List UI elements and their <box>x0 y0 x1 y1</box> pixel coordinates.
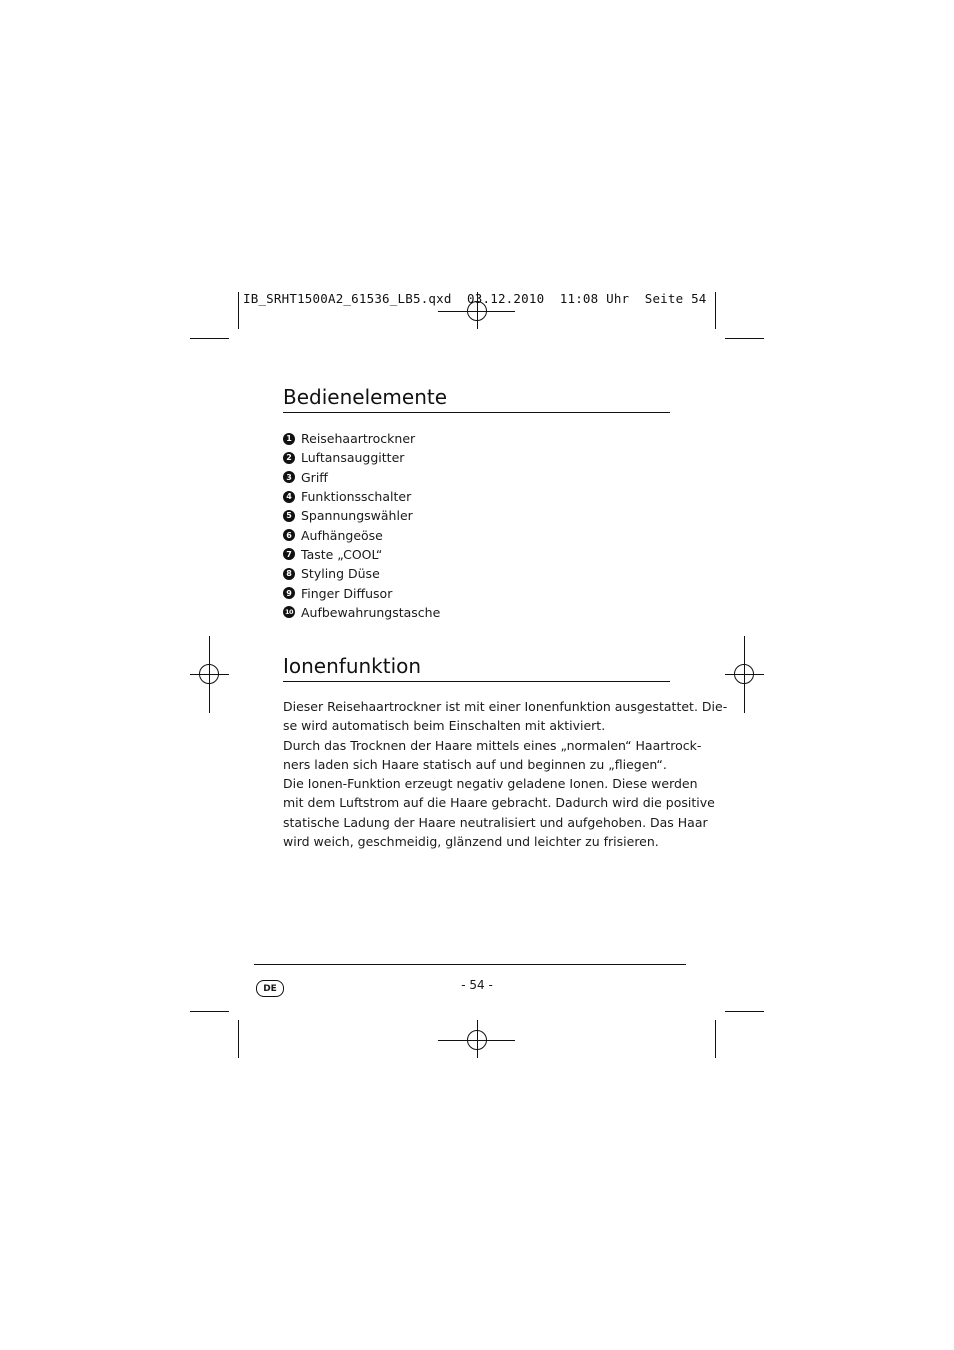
list-item-label: Styling Düse <box>301 566 380 582</box>
page-number: - 54 - <box>461 978 493 992</box>
text-line: se wird automatisch beim Einschalten mit aktiviert. <box>283 718 606 734</box>
list-item <box>283 583 440 602</box>
list-item <box>283 506 440 525</box>
crop-mark <box>715 1020 716 1058</box>
text-line: Die Ionen-Funktion erzeugt negativ geladene Ionen. Diese werden <box>283 776 698 792</box>
text-line: Durch das Trocknen der Haare mittels eines „normalen“ Haartrock- <box>283 737 702 753</box>
parts-list <box>283 429 440 622</box>
number-badge: 6 <box>283 529 295 541</box>
number-badge: 2 <box>283 452 295 464</box>
list-item <box>283 525 440 544</box>
list-item-label: Aufhängeöse <box>301 527 383 543</box>
list-item-label: Aufbewahrungstasche <box>301 604 441 620</box>
crop-mark <box>190 1011 229 1012</box>
print-slug: IB_SRHT1500A2_61536_LB5.qxd 03.12.2010 11:08 Uhr Seite 54 <box>243 291 707 306</box>
list-item <box>283 545 440 564</box>
registration-mark <box>199 664 219 684</box>
text-line: wird weich, geschmeidig, glänzend und leichter zu frisieren. <box>283 834 659 850</box>
list-item <box>283 603 440 622</box>
language-badge: DE <box>256 980 284 997</box>
text-line: ners laden sich Haare statisch auf und beginnen zu „fliegen“. <box>283 756 667 772</box>
crop-mark <box>238 1020 239 1058</box>
list-item <box>283 448 440 467</box>
number-badge: 7 <box>283 548 295 560</box>
crop-mark <box>725 338 764 339</box>
list-item <box>283 429 440 448</box>
list-item <box>283 564 440 583</box>
number-badge: 5 <box>283 510 295 522</box>
list-item-label: Finger Diffusor <box>301 585 393 601</box>
body-paragraph <box>283 697 728 851</box>
list-item-label: Taste „COOL“ <box>301 546 383 562</box>
number-badge: 3 <box>283 471 295 483</box>
list-item <box>283 468 440 487</box>
registration-mark <box>467 1030 487 1050</box>
list-item-label: Reisehaartrockner <box>301 431 416 447</box>
title-rule <box>283 681 670 682</box>
number-badge: 1 <box>283 433 295 445</box>
crop-mark <box>715 292 716 329</box>
number-badge: 10 <box>284 608 294 617</box>
number-badge: 9 <box>283 587 295 599</box>
list-item-label: Griff <box>301 469 328 485</box>
list-item-label: Spannungswähler <box>301 508 413 524</box>
text-line: mit dem Luftstrom auf die Haare gebracht. Dadurch wird die positive <box>283 795 715 811</box>
list-item <box>283 487 440 506</box>
registration-mark <box>734 664 754 684</box>
section-title-ionenfunktion: Ionenfunktion <box>283 654 422 678</box>
number-badge: 8 <box>283 568 295 580</box>
text-line: statische Ladung der Haare neutralisiert und aufgehoben. Das Haar <box>283 814 708 830</box>
number-badge: 4 <box>283 491 295 503</box>
title-rule <box>283 412 670 413</box>
crop-mark <box>725 1011 764 1012</box>
text-line: Dieser Reisehaartrockner ist mit einer Ionenfunktion ausgestattet. Die- <box>283 699 728 714</box>
section-title-bedienelemente: Bedienelemente <box>283 385 448 409</box>
crop-mark <box>238 292 239 329</box>
list-item-label: Funktionsschalter <box>301 489 412 505</box>
crop-mark <box>190 338 229 339</box>
list-item-label: Luftansauggitter <box>301 450 405 466</box>
footer-rule <box>254 964 686 965</box>
